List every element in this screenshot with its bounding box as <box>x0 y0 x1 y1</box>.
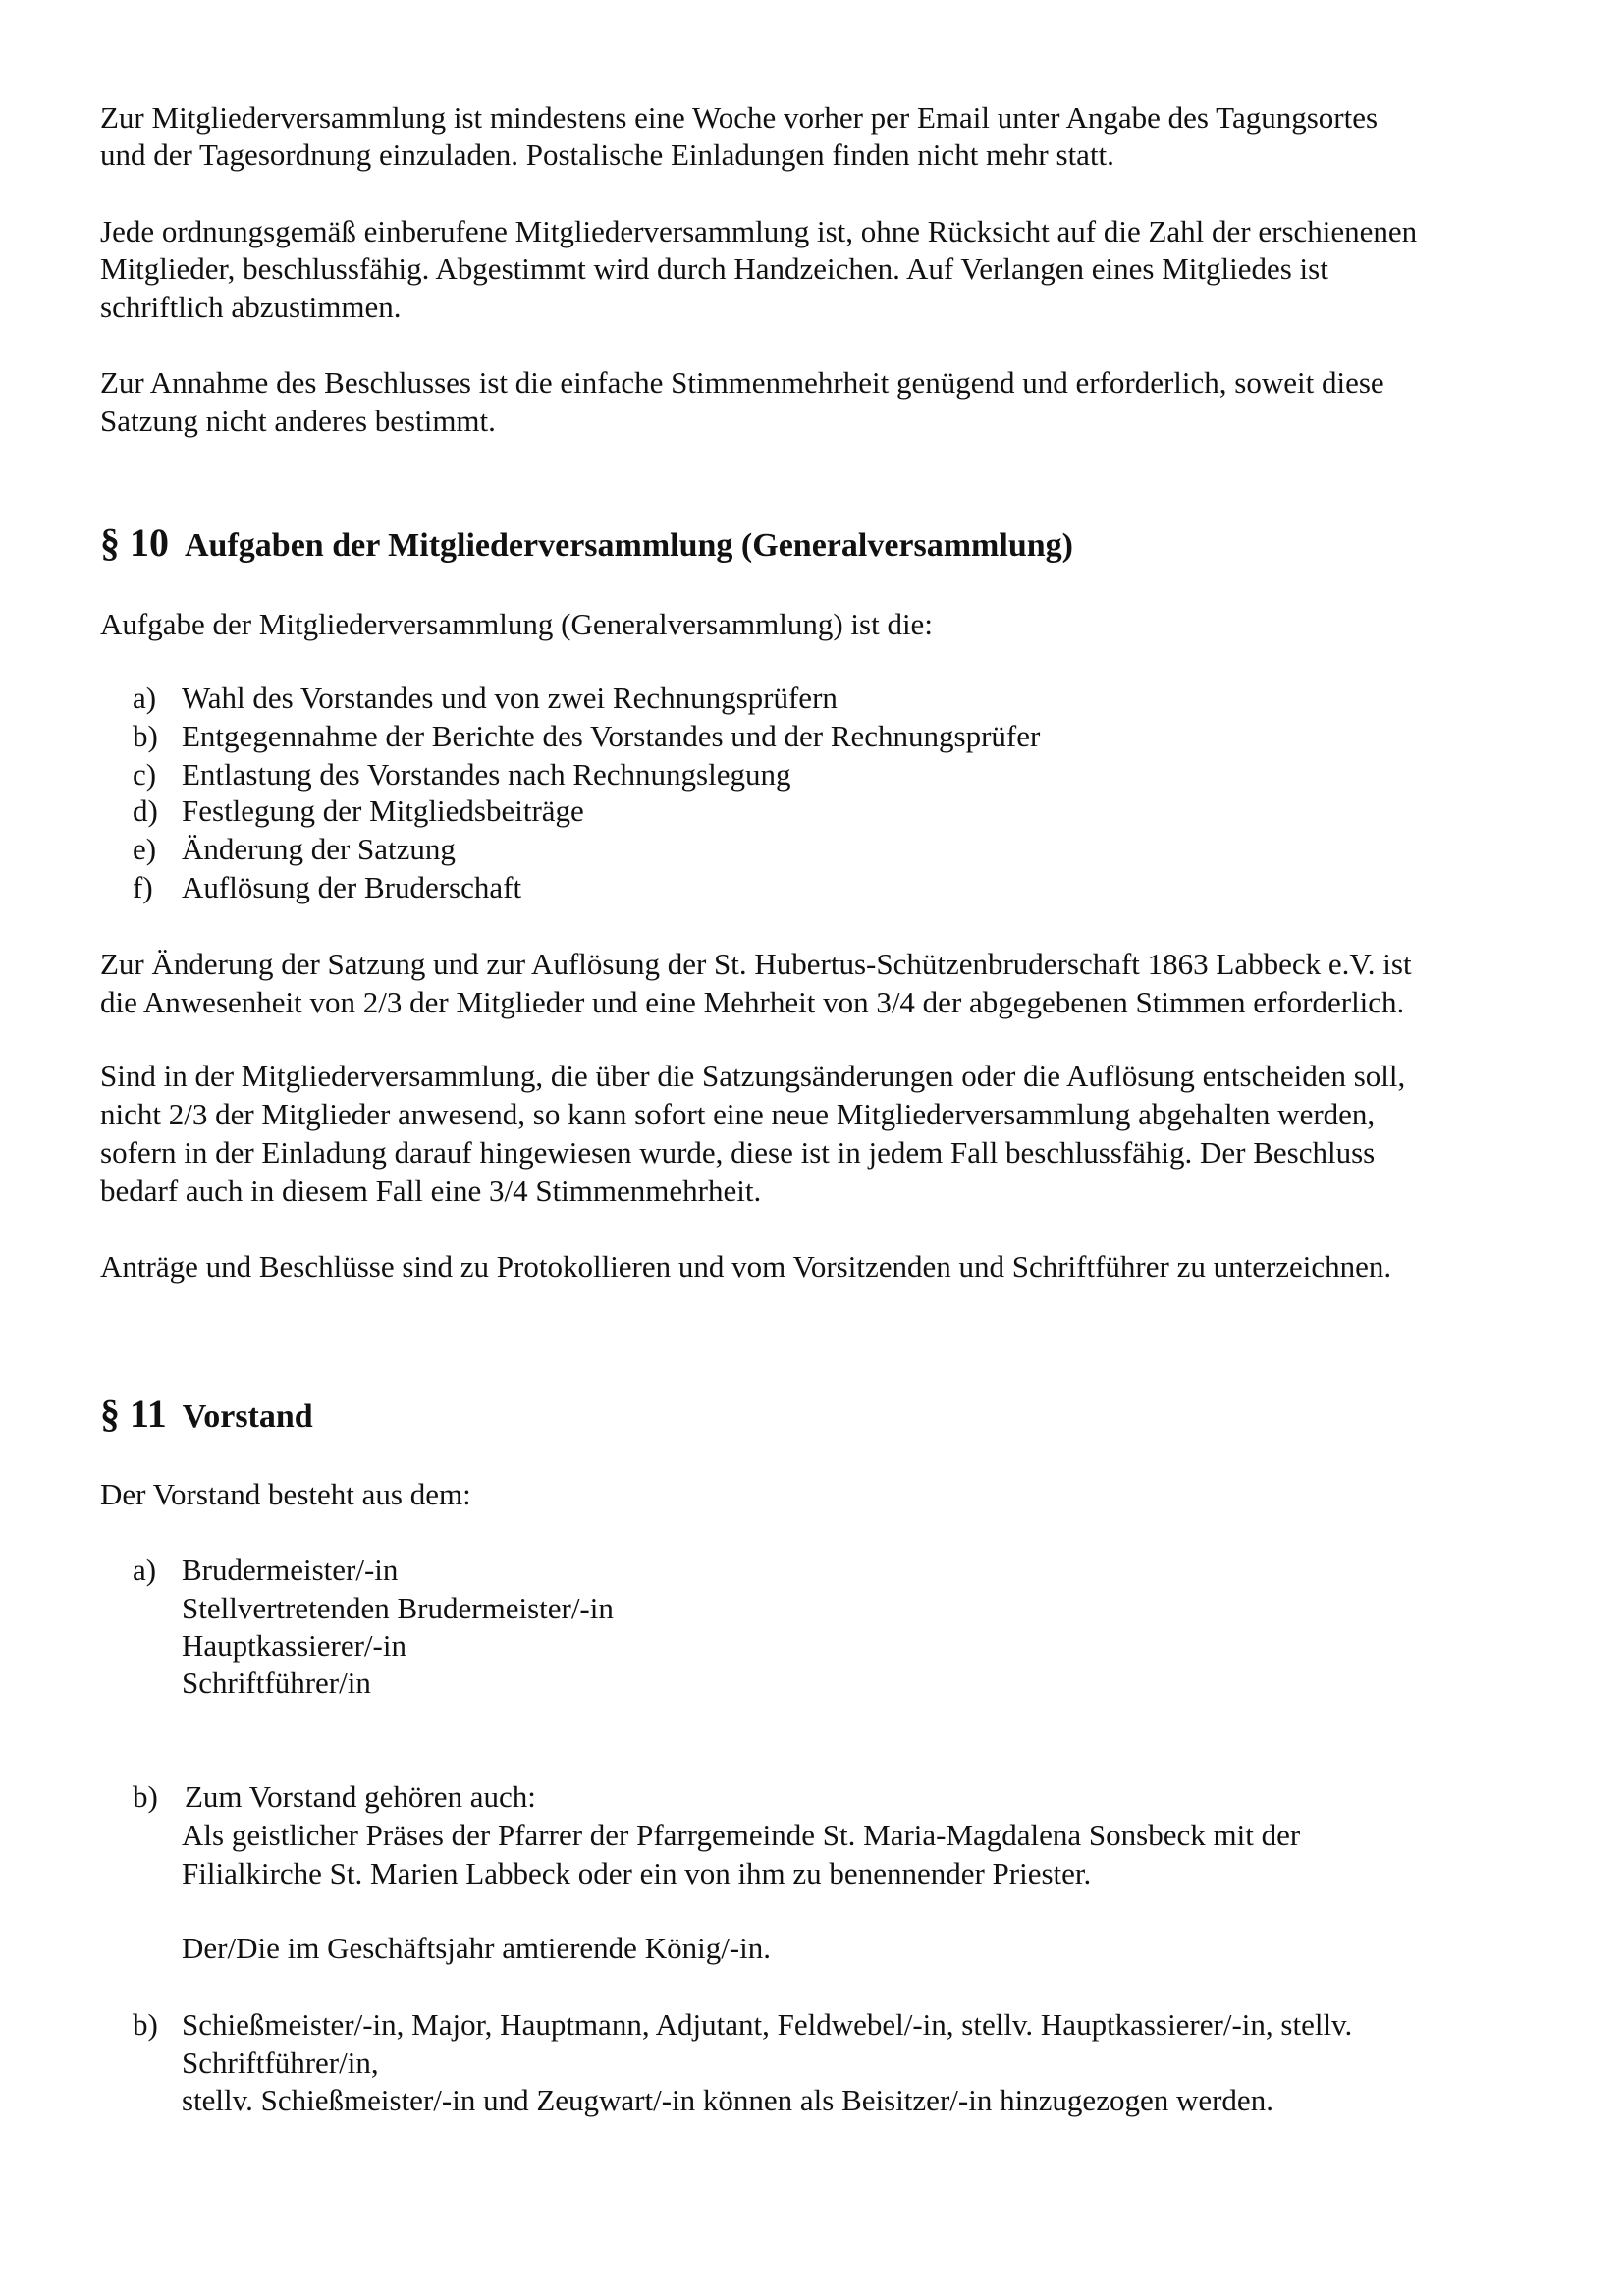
section-heading-11 <box>100 1390 313 1448</box>
list-item: Zum Vorstand gehören auch: <box>185 1779 536 1814</box>
text-line: Anträge und Beschlüsse sind zu Protokollieren und vom Vorsitzenden und Schriftführer zu unterzeichnen. <box>100 1249 1392 1284</box>
list-label: a) <box>133 681 157 715</box>
text-line: und der Tagesordnung einzuladen. Postalische Einladungen finden nicht mehr statt. <box>100 137 1114 172</box>
list-item: Stellvertretenden Brudermeister/-in <box>182 1591 614 1625</box>
section-intro: Aufgabe der Mitgliederversammlung (Generalversammlung) ist die: <box>100 607 933 641</box>
list-item: Wahl des Vorstandes und von zwei Rechnungsprüfern <box>182 681 838 715</box>
list-item: Entlastung des Vorstandes nach Rechnungslegung <box>182 757 791 792</box>
text-line: sofern in der Einladung darauf hingewiesen wurde, diese ist in jedem Fall beschlussfähig. Der Beschluss <box>100 1135 1376 1170</box>
list-label: a) <box>133 1553 157 1587</box>
text-line: Sind in der Mitgliederversammlung, die über die Satzungsänderungen oder die Auflösung entscheiden soll, <box>100 1059 1406 1093</box>
text-line: Zur Mitgliederversammlung ist mindestens eine Woche vorher per Email unter Angabe des Tagungsortes <box>100 100 1379 135</box>
text-line: Schießmeister/-in, Major, Hauptmann, Adjutant, Feldwebel/-in, stellv. Hauptkassierer/-in, stellv. <box>182 2007 1353 2042</box>
list-item: Festlegung der Mitgliedsbeiträge <box>182 793 584 828</box>
text-line: schriftlich abzustimmen. <box>100 290 402 324</box>
text-line: Zur Annahme des Beschlusses ist die einfache Stimmenmehrheit genügend und erforderlich, soweit diese <box>100 365 1384 400</box>
text-line: Schriftführer/in, <box>182 2046 379 2080</box>
list-label: e) <box>133 832 157 866</box>
list-item: Auflösung der Bruderschaft <box>182 870 522 904</box>
section-heading-10 <box>100 519 1073 576</box>
text-line: Satzung nicht anderes bestimmt. <box>100 404 496 438</box>
list-label: c) <box>133 757 157 792</box>
list-item: Schriftführer/in <box>182 1666 371 1700</box>
text-line: Mitglieder, beschlussfähig. Abgestimmt wird durch Handzeichen. Auf Verlangen eines Mitgliedes ist <box>100 251 1328 286</box>
text-line: bedarf auch in diesem Fall eine 3/4 Stimmenmehrheit. <box>100 1174 762 1208</box>
section-number: § 10 <box>100 520 169 565</box>
text-line: Der/Die im Geschäftsjahr amtierende König/-in. <box>182 1931 771 1965</box>
list-item: Entgegennahme der Berichte des Vorstandes und der Rechnungsprüfer <box>182 719 1041 753</box>
text-line: Zur Änderung der Satzung und zur Auflösung der St. Hubertus-Schützenbruderschaft 1863 Labbeck e.V. ist <box>100 947 1412 981</box>
section-title: Aufgaben der Mitgliederversammlung (Generalversammlung) <box>185 527 1073 564</box>
text-line: Jede ordnungsgemäß einberufene Mitgliederversammlung ist, ohne Rücksicht auf die Zahl der erschienenen <box>100 214 1418 248</box>
text-line: nicht 2/3 der Mitglieder anwesend, so kann sofort eine neue Mitgliederversammlung abgehalten werden, <box>100 1097 1376 1131</box>
list-label: f) <box>133 870 153 904</box>
list-label: b) <box>133 2007 158 2042</box>
list-label: b) <box>133 1779 158 1814</box>
text-line: Filialkirche St. Marien Labbeck oder ein von ihm zu benennender Priester. <box>182 1856 1092 1890</box>
list-label: b) <box>133 719 158 753</box>
section-title: Vorstand <box>182 1398 313 1435</box>
list-label: d) <box>133 793 158 828</box>
text-line: die Anwesenheit von 2/3 der Mitglieder und eine Mehrheit von 3/4 der abgegebenen Stimmen erforderlich. <box>100 985 1405 1019</box>
text-line: Als geistlicher Präses der Pfarrer der Pfarrgemeinde St. Maria-Magdalena Sonsbeck mit der <box>182 1818 1301 1852</box>
list-item: Brudermeister/-in <box>182 1553 399 1587</box>
section-intro: Der Vorstand besteht aus dem: <box>100 1477 471 1511</box>
list-item: Änderung der Satzung <box>182 832 456 866</box>
section-number: § 11 <box>100 1392 167 1436</box>
list-item: Hauptkassierer/-in <box>182 1628 406 1663</box>
text-line: stellv. Schießmeister/-in und Zeugwart/-in können als Beisitzer/-in hinzugezogen werden. <box>182 2083 1273 2117</box>
